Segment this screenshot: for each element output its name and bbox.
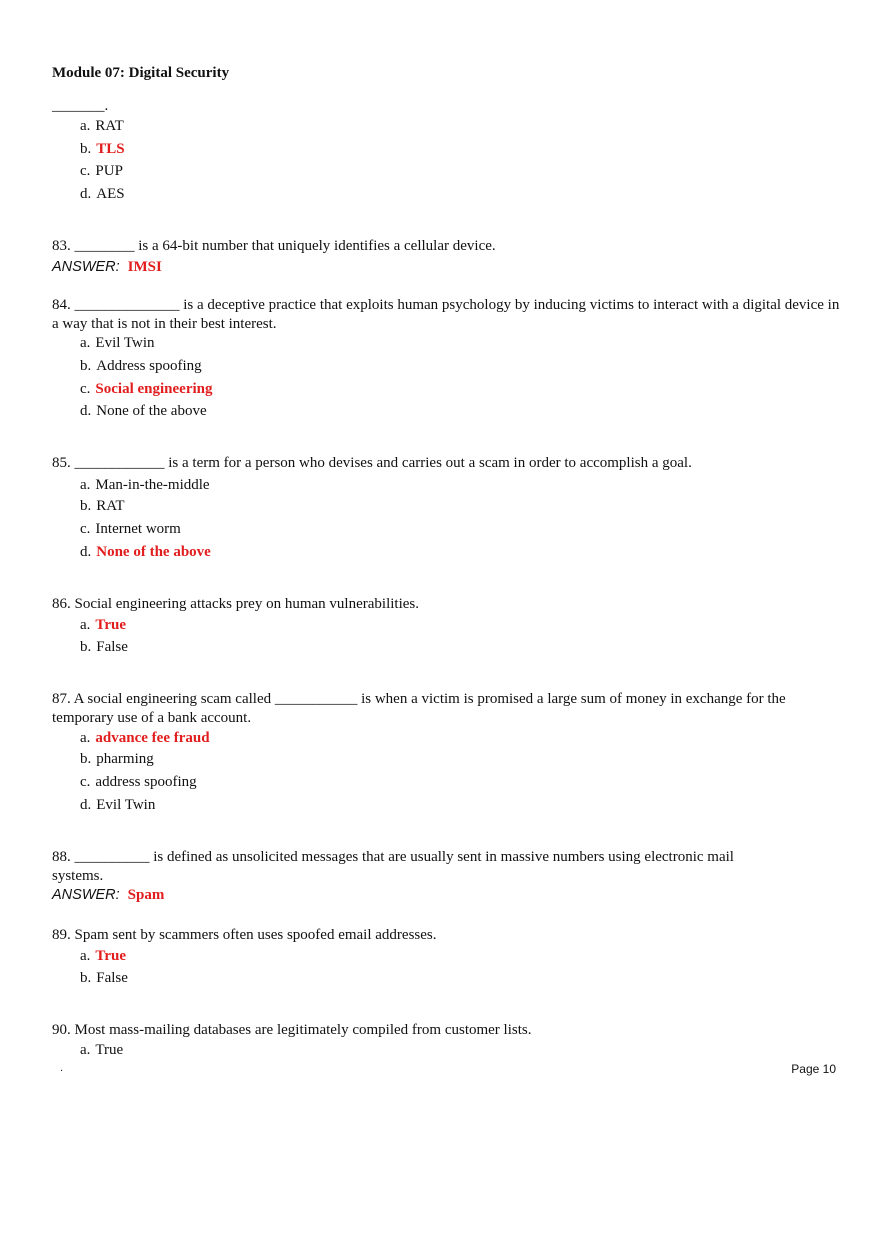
- q85-option-b: b. RAT: [80, 498, 125, 514]
- q88-answer: [52, 886, 164, 905]
- question-86-stem: 86. Social engineering attacks prey on human vulnerabilities.: [52, 596, 419, 612]
- correct-answer: Social engineering: [95, 381, 213, 397]
- q89-option-b: b. False: [80, 970, 128, 986]
- q82-option-c: c. PUP: [80, 163, 123, 179]
- correct-answer: advance fee fraud: [95, 730, 210, 746]
- correct-answer: None of the above: [96, 544, 211, 560]
- correct-answer: Spam: [127, 887, 165, 903]
- q85-option-c: c. Internet worm: [80, 521, 181, 537]
- question-87-stem: 87. A social engineering scam called ___________ is when a victim is promised a large sum of money in exchange for the temporary use of a bank account.: [52, 691, 786, 726]
- answer-label: ANSWER:: [52, 887, 120, 903]
- q86-option-b: b. False: [80, 639, 128, 655]
- q90-option-a: a. True: [80, 1042, 124, 1058]
- q89-option-a: a. True: [80, 948, 126, 964]
- question-88-stem: 88. __________ is defined as unsolicited messages that are usually sent in massive numbers using electronic mail systems.: [52, 849, 734, 884]
- q87-option-c: c. address spoofing: [80, 774, 197, 790]
- page-number: Page 10: [791, 1062, 836, 1076]
- q84-option-b: b. Address spoofing: [80, 358, 202, 374]
- page-title: Module 07: Digital Security: [52, 65, 230, 81]
- correct-answer: TLS: [96, 141, 125, 157]
- q84-option-c: c. Social engineering: [80, 381, 213, 397]
- question-85-stem: 85. ____________ is a term for a person who devises and carries out a scam in order to accomplish a goal.: [52, 455, 692, 471]
- q82-option-a: a. RAT: [80, 118, 124, 134]
- q87-option-a: a. advance fee fraud: [80, 730, 210, 746]
- q84-option-a: a. Evil Twin: [80, 335, 155, 351]
- q83-answer: [52, 258, 162, 277]
- answer-label: ANSWER:: [52, 259, 120, 275]
- question-84-stem: 84. ______________ is a deceptive practice that exploits human psychology by inducing victims to interact with a digital device in a way that is not in their best interest.: [52, 297, 840, 332]
- question-89-stem: 89. Spam sent by scammers often uses spoofed email addresses.: [52, 927, 437, 943]
- question-90-stem: 90. Most mass-mailing databases are legitimately compiled from customer lists.: [52, 1022, 532, 1038]
- q84-option-d: d. None of the above: [80, 403, 207, 419]
- correct-answer: True: [95, 948, 126, 964]
- footer-mark: .: [60, 1062, 64, 1074]
- q85-option-a: a. Man-in-the-middle: [80, 477, 210, 493]
- q87-option-b: b. pharming: [80, 751, 154, 767]
- question-83-stem: 83. ________ is a 64-bit number that uniquely identifies a cellular device.: [52, 238, 496, 254]
- q87-option-d: d. Evil Twin: [80, 797, 156, 813]
- q86-option-a: a. True: [80, 617, 126, 633]
- q82-option-b: b. TLS: [80, 141, 125, 157]
- question-82-stem: _______.: [52, 98, 109, 114]
- q82-option-d: d. AES: [80, 186, 125, 202]
- q85-option-d: d. None of the above: [80, 544, 211, 560]
- correct-answer: IMSI: [127, 259, 162, 275]
- correct-answer: True: [95, 617, 126, 633]
